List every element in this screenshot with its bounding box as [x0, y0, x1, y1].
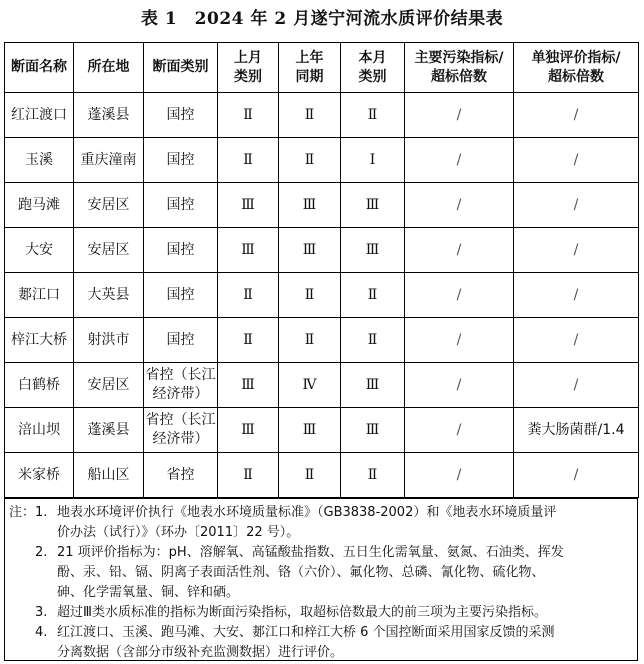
cell-station-type: 国控 [144, 273, 218, 318]
cell-last-month-class: Ⅱ [218, 318, 279, 363]
note-3-num: 3. [35, 605, 48, 620]
table-row [5, 318, 639, 363]
note-1-num: 1. [35, 505, 48, 520]
cell-single-eval: / [514, 93, 639, 138]
header-row [5, 43, 639, 93]
cell-last-year-class: Ⅱ [279, 318, 341, 363]
cell-this-month-class: Ⅰ [341, 138, 405, 183]
cell-main-pollutant: / [405, 138, 514, 183]
table-row [5, 138, 639, 183]
cell-station-type [144, 363, 218, 408]
cell-single-eval: / [514, 453, 639, 498]
cell-station-name: 白鹤桥 [5, 363, 74, 408]
table-row [5, 228, 639, 273]
cell-station-type: 国控 [144, 318, 218, 363]
cell-location: 射洪市 [74, 318, 144, 363]
table-row [5, 408, 639, 453]
table-row [5, 453, 639, 498]
header-this-month: 本月 类别 [341, 43, 405, 93]
cell-last-year-class: Ⅳ [279, 363, 341, 408]
cell-station-type: 国控 [144, 183, 218, 228]
cell-last-year-class: Ⅲ [279, 228, 341, 273]
station-type-line: 经济带） [152, 386, 209, 402]
cell-last-month-class: Ⅲ [218, 408, 279, 453]
note-4-num: 4. [35, 625, 48, 640]
table-row [5, 363, 639, 408]
cell-main-pollutant: / [405, 228, 514, 273]
water-quality-table [4, 42, 639, 498]
header-main-pollutant: 主要污染指标/ 超标倍数 [405, 43, 514, 93]
cell-last-year-class: Ⅲ [279, 183, 341, 228]
cell-single-eval: / [514, 138, 639, 183]
cell-this-month-class: Ⅱ [341, 318, 405, 363]
cell-location: 大英县 [74, 273, 144, 318]
cell-last-month-class: Ⅱ [218, 138, 279, 183]
note-3-line-1: 超过Ⅲ类水质标准的指标为断面污染指标，取超标倍数最大的前三项为主要污染指标。 [57, 605, 547, 620]
note-1-line-2: 价办法（试行）》（环办〔2011〕22 号）。 [57, 525, 300, 540]
cell-station-type: 国控 [144, 228, 218, 273]
cell-this-month-class: Ⅲ [341, 228, 405, 273]
cell-location: 船山区 [74, 453, 144, 498]
cell-station-name: 跑马滩 [5, 183, 74, 228]
cell-main-pollutant: / [405, 318, 514, 363]
header-type: 断面类别 [144, 43, 218, 93]
note-4-line-2: 分离数据（含部分市级补充监测数据）进行评价。 [57, 645, 344, 660]
note-2-num: 2. [35, 545, 48, 560]
cell-location: 安居区 [74, 228, 144, 273]
cell-last-year-class: Ⅱ [279, 138, 341, 183]
note-1-line-1: 地表水环境评价执行《地表水环境质量标准》（GB3838-2002）和《地表水环境质量评 [57, 505, 557, 520]
cell-this-month-class: Ⅲ [341, 183, 405, 228]
header-single-eval: 单独评价指标/ 超标倍数 [514, 43, 639, 93]
header-location: 所在地 [74, 43, 144, 93]
cell-last-year-class: Ⅲ [279, 408, 341, 453]
cell-main-pollutant: / [405, 93, 514, 138]
cell-last-year-class: Ⅱ [279, 93, 341, 138]
cell-station-name: 米家桥 [5, 453, 74, 498]
cell-station-name: 玉溪 [5, 138, 74, 183]
cell-station-type: 国控 [144, 138, 218, 183]
cell-last-year-class: Ⅱ [279, 453, 341, 498]
cell-last-month-class: Ⅲ [218, 183, 279, 228]
note-2-line-3: 砷、化学需氧量、铜、锌和硒。 [57, 585, 240, 600]
cell-location: 安居区 [74, 183, 144, 228]
table-title: 表 1 2024 年 2 月遂宁河流水质评价结果表 [140, 9, 504, 29]
station-type-line: 经济带） [152, 431, 209, 447]
notes-box [4, 498, 638, 661]
header-name: 断面名称 [5, 43, 74, 93]
station-type-line: 省控（长江 [145, 367, 216, 383]
cell-station-type: 省控 [144, 453, 218, 498]
notes-prefix: 注： [9, 505, 36, 520]
note-2-line-2: 酚、汞、铅、镉、阴离子表面活性剂、铬（六价）、氟化物、总磷、氰化物、硫化物、 [57, 565, 545, 580]
cell-station-name: 大安 [5, 228, 74, 273]
cell-station-name: 涪山坝 [5, 408, 74, 453]
cell-main-pollutant: / [405, 183, 514, 228]
cell-this-month-class: Ⅱ [341, 93, 405, 138]
cell-station-type [144, 408, 218, 453]
table-row [5, 183, 639, 228]
cell-single-eval: / [514, 363, 639, 408]
cell-location: 蓬溪县 [74, 93, 144, 138]
cell-main-pollutant: / [405, 453, 514, 498]
cell-last-month-class: Ⅲ [218, 363, 279, 408]
cell-last-month-class: Ⅱ [218, 93, 279, 138]
cell-this-month-class: Ⅱ [341, 273, 405, 318]
cell-station-name: 红江渡口 [5, 93, 74, 138]
cell-last-month-class: Ⅲ [218, 228, 279, 273]
cell-last-year-class: Ⅱ [279, 273, 341, 318]
cell-single-eval: / [514, 183, 639, 228]
cell-last-month-class: Ⅱ [218, 273, 279, 318]
cell-main-pollutant: / [405, 363, 514, 408]
cell-main-pollutant: / [405, 273, 514, 318]
note-2-line-1: 21 项评价指标为：pH、溶解氧、高锰酸盐指数、五日生化需氧量、氨氮、石油类、挥发 [57, 545, 564, 560]
cell-station-name: 梓江大桥 [5, 318, 74, 363]
cell-single-eval: / [514, 273, 639, 318]
cell-this-month-class: Ⅲ [341, 408, 405, 453]
table-row [5, 273, 639, 318]
cell-location: 重庆潼南 [74, 138, 144, 183]
cell-main-pollutant: / [405, 408, 514, 453]
cell-last-month-class: Ⅱ [218, 453, 279, 498]
cell-single-eval: / [514, 228, 639, 273]
cell-this-month-class: Ⅱ [341, 453, 405, 498]
cell-location: 安居区 [74, 363, 144, 408]
header-last-year: 上年 同期 [279, 43, 341, 93]
cell-station-name: 郪江口 [5, 273, 74, 318]
note-4-line-1: 红江渡口、玉溪、跑马滩、大安、郪江口和梓江大桥 6 个国控断面采用国家反馈的采测 [57, 625, 555, 640]
station-type-line: 省控（长江 [145, 412, 216, 428]
cell-this-month-class: Ⅲ [341, 363, 405, 408]
cell-location: 蓬溪县 [74, 408, 144, 453]
header-last-month: 上月 类别 [218, 43, 279, 93]
cell-single-eval: 粪大肠菌群/1.4 [514, 408, 639, 453]
cell-single-eval: / [514, 318, 639, 363]
cell-station-type: 国控 [144, 93, 218, 138]
table-row [5, 93, 639, 138]
